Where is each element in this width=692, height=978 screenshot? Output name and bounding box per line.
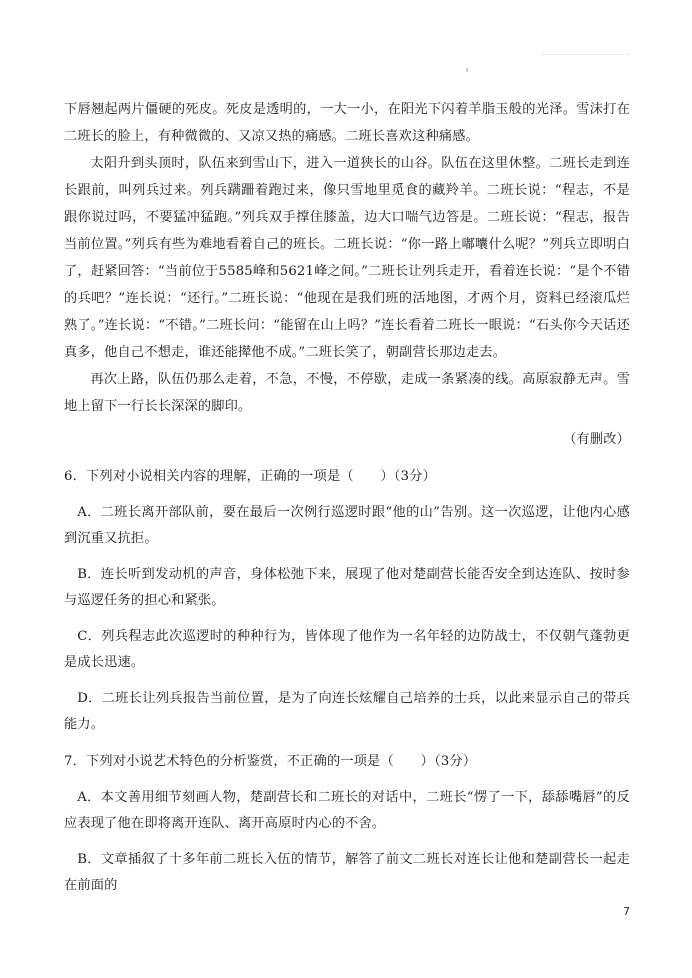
question-6-option-a: A．二班长离开部队前，要在最后一次例行巡逻时跟“他的山”告别。这一次巡逻，让他内心感到沉重又抗拒。 [64,505,630,546]
passage-paragraph-2: 太阳升到头顶时，队伍来到雪山下，进入一道狭长的山谷。队伍在这里休整。二班长走到连长跟前，叫列兵过来。列兵蹒跚着跑过来，像只雪地里觅食的藏羚羊。二班长说：“程志，不是跟你说过吗，不要猛冲猛跑。”列兵双手撑住膝盖，边大口喘气边答是。二班长说：“程志，报告当前位置。”列兵有些为难地看着自己的班长。二班长说：“你一路上嘟囔什么呢？”列兵立即明白了，赶紧回答：“当前位于5585峰和5621峰之间。”二班长让列兵走开，看着连长说：“是个不错的兵吧？”连长说：“还行。”二班长说：“他现在是我们班的活地图，才两个月，资料已经滚瓜烂熟了。”连长说：“不错。”二班长问：“能留在山上吗？”连长看着二班长一眼说：“石头你今天话还真多，他自己不想走，谁还能撵他不成。”二班长笑了，朝副营长那边走去。 [64,156,630,360]
source-note: （有删改） [563,432,630,447]
page-content [64,96,630,899]
question-6-stem: 6．下列对小说相关内容的理解，正确的一项是（ ）（3分） [64,469,437,484]
page-number: 7 [623,905,630,918]
question-6-option-d: D．二班长让列兵报告当前位置，是为了向连长炫耀自己培养的士兵，以此来显示自己的带兵能力。 [64,691,630,732]
question-6-option-b: B．连长听到发动机的声音，身体松弛下来，展现了他对楚副营长能否安全到达连队、按时参与巡逻任务的担心和紧张。 [64,567,630,608]
question-6-option-c: C．列兵程志此次巡逻时的种种行为，皆体现了他作为一名年轻的边防战士，不仅朝气蓬勃更是成长迅速。 [64,629,630,670]
question-7-option-a: A．本文善用细节刻画人物，楚副营长和二班长的对话中，二班长“愣了一下，舔舔嘴唇”的反应表现了他在即将离开连队、离开高原时内心的不舍。 [64,790,630,831]
passage-paragraph-1: 下唇翘起两片僵硬的死皮。死皮是透明的，一大一小，在阳光下闪着羊脂玉般的光泽。雪沫打在二班长的脸上，有种微微的、又凉又热的痛感。二班长喜欢这种痛感。 [64,102,630,144]
header-decoration [540,54,630,59]
question-7-option-b: B．文章插叙了十多年前二班长入伍的情节，解答了前文二班长对连长让他和楚副营长一起走在前面的 [64,852,630,893]
header-tick [466,68,468,72]
question-7-stem: 7．下列对小说艺术特色的分析鉴赏，不正确的一项是（ ）（3分） [64,754,477,769]
passage-paragraph-3: 再次上路，队伍仍那么走着，不急，不慢，不停歇，走成一条紧凑的线。高原寂静无声。雪地上留下一行长长深深的脚印。 [64,372,630,414]
